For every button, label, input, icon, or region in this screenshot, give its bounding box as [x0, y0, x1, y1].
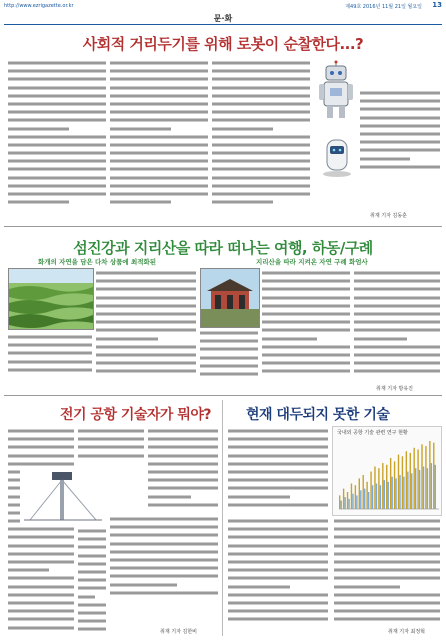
- text-line: [354, 360, 440, 367]
- text-line: [96, 286, 196, 293]
- text-line: [228, 575, 328, 582]
- text-line: [262, 344, 350, 351]
- text-line: [212, 158, 310, 165]
- text-line: [96, 360, 196, 367]
- text-line: [334, 575, 440, 582]
- text-line: [334, 616, 440, 623]
- text-line: [228, 469, 328, 476]
- text-line: [78, 561, 106, 568]
- article2-title: 섬진강과 지리산을 따라 떠나는 여행, 하동/구례: [73, 239, 373, 257]
- text-line: [360, 123, 440, 130]
- text-line: [8, 191, 106, 198]
- article4-column-3: [334, 518, 440, 626]
- chart-bar: [402, 456, 403, 509]
- text-line: [212, 150, 310, 157]
- column-divider: [222, 400, 223, 636]
- text-line: [200, 363, 258, 370]
- text-line: [8, 551, 74, 558]
- chart-bar: [341, 501, 342, 510]
- text-line: [212, 60, 310, 67]
- text-line: [262, 368, 350, 375]
- page-header: [0, 0, 446, 12]
- chart-bar: [395, 478, 396, 509]
- text-line: [262, 352, 350, 359]
- article4-column-2: [228, 518, 328, 626]
- text-line: [262, 295, 350, 302]
- text-line: [96, 368, 196, 375]
- divider-2: [4, 395, 442, 396]
- text-line: [262, 278, 350, 285]
- chart-bar: [370, 472, 371, 509]
- text-line: [110, 93, 208, 100]
- chart-bar: [433, 443, 434, 509]
- text-line: [360, 164, 440, 171]
- text-line: [8, 526, 74, 533]
- text-line: [334, 592, 440, 599]
- text-line: [354, 368, 440, 375]
- text-line: [228, 608, 328, 615]
- text-line: [360, 115, 440, 122]
- text-line: [212, 166, 310, 173]
- text-line: [228, 477, 328, 484]
- text-line: [354, 286, 440, 293]
- chart-bar: [344, 497, 345, 509]
- text-line: [360, 139, 440, 146]
- text-line: [200, 338, 258, 345]
- chart-bar: [390, 458, 391, 509]
- text-line: [360, 98, 440, 105]
- text-line: [354, 327, 440, 334]
- chart-bar: [425, 446, 426, 509]
- article2-column-2: [262, 270, 350, 382]
- text-line: [96, 319, 196, 326]
- text-line: [262, 319, 350, 326]
- chart-bar: [403, 477, 404, 509]
- article1-column-4: [360, 90, 440, 180]
- text-line: [8, 85, 106, 92]
- text-line: [212, 142, 310, 149]
- text-line: [78, 444, 144, 451]
- text-line: [8, 166, 106, 173]
- chart-bar: [378, 468, 379, 509]
- text-line: [110, 183, 208, 190]
- text-line: [96, 270, 196, 277]
- chart-bar: [431, 463, 432, 509]
- text-line: [148, 453, 218, 460]
- article1-column-1: [8, 60, 106, 208]
- chart-bar: [398, 455, 399, 509]
- airport-tower-photo: [20, 470, 106, 524]
- text-line: [228, 494, 290, 501]
- chart-plot: [333, 439, 441, 515]
- text-line: [228, 600, 328, 607]
- text-line: [8, 142, 106, 149]
- text-line: [200, 355, 258, 362]
- text-line: [334, 534, 440, 541]
- text-line: [110, 582, 177, 589]
- text-line: [78, 453, 144, 460]
- text-line: [228, 453, 328, 460]
- chart-bar: [347, 492, 348, 509]
- text-line: [96, 327, 196, 334]
- text-line: [110, 549, 218, 556]
- text-line: [110, 158, 208, 165]
- text-line: [8, 101, 106, 108]
- text-line: [96, 303, 196, 310]
- chart-bar: [423, 467, 424, 510]
- text-line: [8, 199, 69, 206]
- text-line: [8, 183, 106, 190]
- text-line: [228, 543, 328, 550]
- text-line: [8, 608, 74, 615]
- article3-title: 전기 공항 기술자가 뭐야?: [60, 407, 211, 423]
- chart-bar: [352, 494, 353, 509]
- text-line: [8, 461, 74, 468]
- article1-byline: 취재 기자 김동훈: [370, 213, 407, 219]
- text-line: [8, 60, 106, 67]
- text-line: [200, 346, 258, 353]
- text-line: [334, 567, 440, 574]
- article4-column-1: [228, 428, 328, 512]
- text-line: [354, 303, 440, 310]
- chart-bar: [360, 490, 361, 509]
- article3-column-3a: [148, 428, 218, 512]
- text-line: [78, 553, 106, 560]
- text-line: [334, 526, 440, 533]
- text-line: [110, 166, 208, 173]
- text-line: [78, 436, 144, 443]
- text-line: [78, 602, 106, 609]
- chart-bar: [355, 485, 356, 509]
- text-line: [148, 485, 218, 492]
- chart-bar: [356, 495, 357, 509]
- text-line: [148, 494, 191, 501]
- text-line: [96, 295, 196, 302]
- text-line: [262, 360, 350, 367]
- chart-bar: [394, 461, 395, 509]
- chart-bar: [384, 480, 385, 509]
- text-line: [228, 616, 328, 623]
- text-line: [8, 93, 106, 100]
- article2-subtitle-right: 지리산을 따라 지켜온 자연 구례 화엄사: [256, 258, 368, 266]
- chart-bar: [417, 450, 418, 510]
- text-line: [228, 518, 328, 525]
- text-line: [78, 585, 106, 592]
- article1-column-2: [110, 60, 208, 208]
- text-line: [212, 183, 310, 190]
- text-line: [110, 134, 208, 141]
- article3-byline: 취재 기자 김한비: [160, 629, 197, 635]
- text-line: [8, 359, 92, 366]
- text-line: [8, 334, 92, 341]
- text-line: [110, 557, 218, 564]
- text-line: [228, 534, 328, 541]
- text-line: [8, 584, 74, 591]
- text-line: [228, 428, 328, 435]
- text-line: [262, 311, 350, 318]
- text-line: [8, 428, 74, 435]
- temple-photo: [200, 268, 260, 328]
- text-line: [148, 436, 218, 443]
- chart-bar: [391, 477, 392, 509]
- text-line: [110, 191, 208, 198]
- text-line: [262, 286, 350, 293]
- text-line: [262, 327, 350, 334]
- text-line: [78, 594, 95, 601]
- text-line: [8, 592, 74, 599]
- chart-bar: [351, 484, 352, 510]
- section-label: 문·화: [213, 14, 233, 23]
- article3-column-2a: [78, 428, 144, 464]
- text-line: [212, 85, 310, 92]
- chart-bar: [411, 473, 412, 509]
- robot-illustration: [316, 60, 356, 124]
- text-line: [148, 469, 218, 476]
- text-line: [354, 336, 407, 343]
- text-line: [354, 311, 440, 318]
- article2-column-2b: [200, 330, 258, 382]
- text-line: [262, 303, 350, 310]
- text-line: [78, 618, 106, 625]
- chart-bar: [363, 475, 364, 509]
- header-rule: [4, 24, 442, 25]
- text-line: [110, 199, 171, 206]
- text-line: [148, 477, 218, 484]
- text-line: [110, 68, 208, 75]
- text-line: [334, 551, 440, 558]
- text-line: [8, 342, 92, 349]
- text-line: [78, 626, 106, 633]
- chart-bar: [348, 499, 349, 509]
- text-line: [78, 610, 106, 617]
- text-line: [212, 68, 310, 75]
- text-line: [228, 592, 328, 599]
- chart-bar: [421, 444, 422, 509]
- text-line: [148, 461, 218, 468]
- text-line: [212, 76, 310, 83]
- text-line: [212, 101, 310, 108]
- text-line: [200, 371, 258, 378]
- divider-1: [4, 226, 442, 227]
- page-number: 13: [432, 1, 442, 9]
- text-line: [262, 270, 350, 277]
- article3-column-1: [8, 428, 74, 636]
- text-line: [78, 577, 106, 584]
- text-line: [360, 90, 440, 97]
- text-line: [8, 444, 74, 451]
- text-line: [8, 134, 106, 141]
- chart-bar: [376, 484, 377, 510]
- text-line: [110, 175, 208, 182]
- text-line: [8, 543, 74, 550]
- chart-bar: [427, 468, 428, 509]
- chart-bar: [343, 489, 344, 509]
- text-line: [110, 85, 208, 92]
- article2-column-1: [96, 270, 196, 382]
- text-line: [78, 544, 106, 551]
- article2-subtitle-left: 화개의 자연을 담은 다차 상품에 최적화된: [38, 258, 157, 266]
- text-line: [262, 336, 317, 343]
- text-line: [96, 344, 196, 351]
- text-line: [360, 106, 440, 113]
- text-line: [8, 350, 92, 357]
- text-line: [110, 101, 208, 108]
- text-line: [212, 134, 310, 141]
- text-line: [110, 60, 208, 67]
- chart-bar: [388, 482, 389, 509]
- text-line: [110, 109, 208, 116]
- article4-byline: 취재 기자 최정혁: [388, 629, 425, 635]
- article2-column-3: [354, 270, 440, 382]
- text-line: [334, 543, 440, 550]
- text-line: [334, 559, 440, 566]
- text-line: [110, 142, 208, 149]
- text-line: [212, 191, 310, 198]
- text-line: [228, 502, 328, 509]
- text-line: [354, 270, 440, 277]
- chart-bar: [410, 453, 411, 509]
- text-line: [110, 532, 218, 539]
- text-line: [8, 158, 106, 165]
- text-line: [354, 344, 440, 351]
- chart-bar: [380, 485, 381, 509]
- text-line: [8, 68, 106, 75]
- site-url-link[interactable]: http://www.ezrigazette.or.kr: [4, 3, 74, 9]
- text-line: [212, 126, 273, 133]
- text-line: [8, 616, 74, 623]
- chart-bar: [407, 472, 408, 509]
- text-line: [228, 485, 328, 492]
- text-line: [212, 93, 310, 100]
- text-line: [334, 608, 440, 615]
- text-line: [8, 117, 106, 124]
- text-line: [78, 428, 144, 435]
- text-line: [110, 590, 218, 597]
- text-line: [8, 126, 69, 133]
- chart-bar: [364, 489, 365, 509]
- text-line: [110, 150, 208, 157]
- text-line: [96, 352, 196, 359]
- issue-date: 제49호 2016년 11월 21일 월요일: [345, 4, 422, 10]
- text-line: [8, 600, 74, 607]
- chart-bar: [419, 470, 420, 509]
- text-line: [228, 567, 328, 574]
- text-line: [354, 295, 440, 302]
- text-line: [8, 567, 49, 574]
- text-line: [334, 518, 440, 525]
- text-line: [96, 311, 196, 318]
- text-line: [360, 131, 440, 138]
- text-line: [148, 444, 218, 451]
- chart-bar: [399, 475, 400, 509]
- text-line: [8, 175, 106, 182]
- text-line: [228, 444, 328, 451]
- chart-bar: [415, 468, 416, 509]
- text-line: [228, 461, 328, 468]
- text-line: [354, 352, 440, 359]
- text-line: [8, 559, 74, 566]
- text-line: [228, 436, 328, 443]
- text-line: [110, 573, 218, 580]
- text-line: [8, 436, 74, 443]
- text-line: [8, 367, 92, 374]
- chart-bar: [382, 463, 383, 509]
- text-line: [360, 156, 410, 163]
- article1-column-3: [212, 60, 310, 208]
- text-line: [354, 319, 440, 326]
- chart-bar: [429, 441, 430, 509]
- chart-bar: [435, 465, 436, 509]
- text-line: [8, 109, 106, 116]
- article3-column-3b: [110, 516, 218, 600]
- chart-bar: [368, 492, 369, 509]
- text-line: [148, 428, 218, 435]
- chart-bar: [366, 482, 367, 509]
- text-line: [334, 600, 440, 607]
- article2-column-1b: [8, 334, 92, 382]
- text-line: [212, 175, 310, 182]
- article2-byline: 취재 기자 방유진: [376, 386, 413, 392]
- text-line: [110, 117, 208, 124]
- text-line: [8, 575, 74, 582]
- text-line: [78, 536, 106, 543]
- text-line: [110, 524, 218, 531]
- article4-title: 현재 대두되지 못한 기술: [246, 407, 390, 423]
- text-line: [212, 117, 310, 124]
- text-line: [334, 584, 400, 591]
- text-line: [148, 502, 218, 509]
- text-line: [96, 336, 158, 343]
- text-line: [110, 565, 218, 572]
- text-line: [8, 625, 74, 632]
- chart-title: 국내외 공항 기술 관련 연구 현황: [337, 430, 408, 436]
- robot-patrol-illustration: [318, 130, 356, 178]
- text-line: [212, 199, 273, 206]
- chart-bar: [359, 478, 360, 509]
- chart-bar: [386, 465, 387, 509]
- tea-field-photo: [8, 268, 94, 330]
- text-line: [200, 330, 258, 337]
- text-line: [110, 76, 208, 83]
- chart-bar: [372, 485, 373, 509]
- text-line: [96, 278, 196, 285]
- chart-bar: [413, 448, 414, 509]
- text-line: [228, 559, 328, 566]
- text-line: [360, 147, 440, 154]
- text-line: [78, 569, 106, 576]
- research-chart: [332, 426, 442, 516]
- text-line: [8, 150, 106, 157]
- text-line: [228, 526, 328, 533]
- text-line: [78, 528, 106, 535]
- text-line: [110, 126, 171, 133]
- chart-bar: [374, 467, 375, 510]
- text-line: [228, 584, 290, 591]
- text-line: [110, 541, 218, 548]
- text-line: [8, 453, 74, 460]
- article1-title: 사회적 거리두기를 위해 로봇이 순찰한다...?: [82, 35, 364, 53]
- text-line: [110, 516, 218, 523]
- chart-bar: [406, 451, 407, 509]
- text-line: [354, 278, 440, 285]
- chart-bar: [339, 495, 340, 509]
- text-line: [8, 76, 106, 83]
- text-line: [212, 109, 310, 116]
- text-line: [8, 534, 74, 541]
- article3-column-2b: [78, 528, 106, 636]
- text-line: [228, 551, 328, 558]
